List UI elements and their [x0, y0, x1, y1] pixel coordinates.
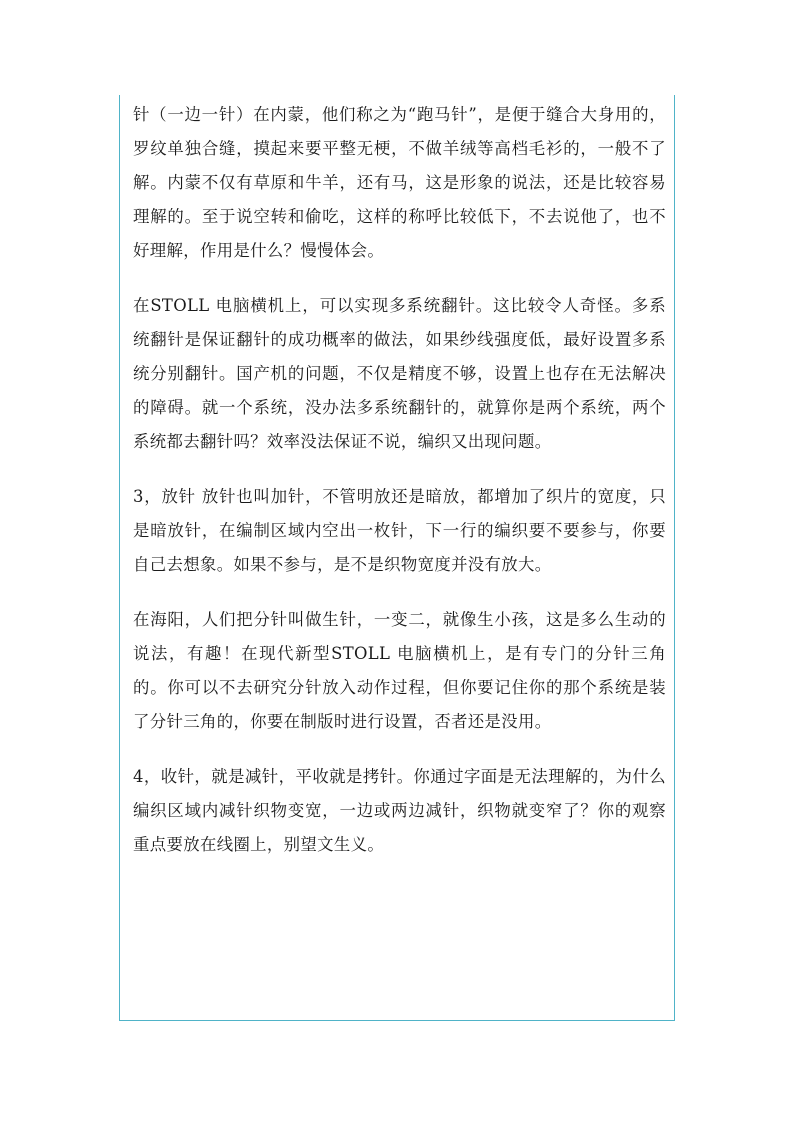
paragraph-2: 在STOLL 电脑横机上，可以实现多系统翻针。这比较令人奇怪。多系统翻针是保证翻针的成功概率的做法，如果纱线强度低，最好设置多系统分别翻针。国产机的问题，不仅是精度不够，设置上也存在无法解决的障碍。就一个系统，没办法多系统翻针的，就算你是两个系统，两个系统都去翻针吗？效率没法保证不说，编织又出现问题。: [133, 296, 666, 451]
document-body: [133, 98, 666, 862]
paragraph-3: 3，放针 放针也叫加针，不管明放还是暗放，都增加了织片的宽度，只是暗放针，在编制区域内空出一枚针，下一行的编织要不要参与，你要自己去想象。如果不参与，是不是织物宽度并没有放大。: [133, 487, 666, 574]
paragraph-4: 在海阳，人们把分针叫做生针，一变二，就像生小孩，这是多么生动的说法，有趣！在现代新型STOLL 电脑横机上，是有专门的分针三角的。你可以不去研究分针放入动作过程，但你要记住你的那个系统是装了分针三角的，你要在制版时进行设置，否者还是没用。: [133, 610, 666, 731]
paragraph-1: 针（一边一针）在内蒙，他们称之为“跑马针”，是便于缝合大身用的，罗纹单独合缝，摸起来要平整无梗，不做羊绒等高档毛衫的，一般不了解。内蒙不仅有草原和牛羊，还有马，这是形象的说法，还是比较容易理解的。至于说空转和偷吃，这样的称呼比较低下，不去说他了，也不好理解，作用是什么？慢慢体会。: [133, 105, 666, 260]
paragraph-5: 4，收针，就是减针，平收就是拷针。你通过字面是无法理解的，为什么编织区域内减针织物变宽，一边或两边减针，织物就变窄了？你的观察重点要放在线圈上，别望文生义。: [133, 767, 666, 854]
